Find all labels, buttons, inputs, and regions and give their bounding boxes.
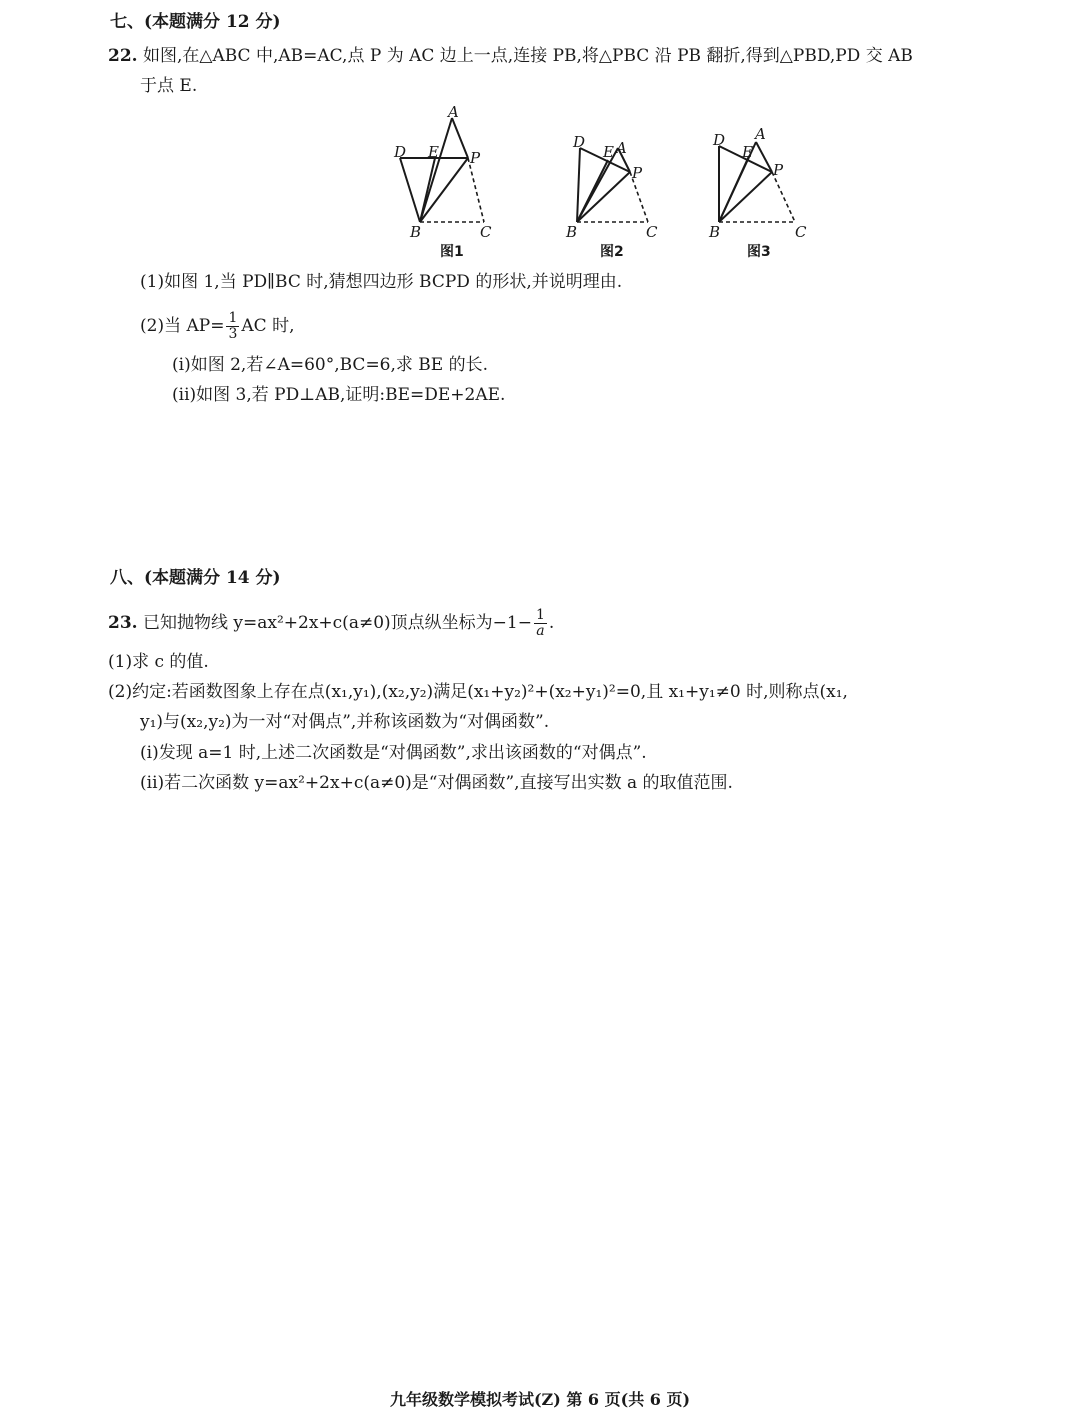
- figure-2-label-e: E: [603, 143, 614, 161]
- figure-3-label-p: P: [773, 161, 784, 179]
- figure-3-label-e: E: [742, 143, 753, 161]
- fraction-denominator: 3: [228, 326, 238, 342]
- question-22-stem-line1: 如图,在△ABC 中,AB=AC,点 P 为 AC 边上一点,连接 PB,将△PBC 沿 PB 翻折,得到△PBD,PD 交 AB: [142, 46, 913, 66]
- figure-3-label-c: C: [795, 223, 807, 241]
- figure-2-label-p: P: [632, 164, 643, 182]
- question-22-part2: [140, 311, 294, 342]
- question-number: 22.: [108, 46, 138, 66]
- figure-1-caption: 图1: [440, 244, 464, 260]
- figure-3-label-b: B: [709, 223, 721, 241]
- question-23-part1: (1)求 c 的值.: [108, 652, 209, 672]
- question-22-part2-prefix: (2)当 AP=: [140, 316, 225, 336]
- question-23-part2-i: (i)发现 a=1 时,上述二次函数是“对偶函数”,求出该函数的“对偶点”.: [140, 743, 647, 763]
- question-22-part2-ii: (ii)如图 3,若 PD⊥AB,证明:BE=DE+2AE.: [172, 385, 506, 405]
- fraction-numerator: 1: [535, 607, 545, 623]
- figure-2-label-c: C: [646, 223, 658, 241]
- section-heading-7: 七、(本题满分 12 分): [110, 12, 281, 32]
- question-23-part2-ii: (ii)若二次函数 y=ax²+2x+c(a≠0)是“对偶函数”,直接写出实数 a 的取值范围.: [140, 773, 733, 793]
- question-22-part1: (1)如图 1,当 PD∥BC 时,猜想四边形 BCPD 的形状,并说明理由.: [140, 272, 623, 292]
- question-23-part2-line2: y₁)与(x₂,y₂)为一对“对偶点”,并称该函数为“对偶函数”.: [140, 712, 550, 732]
- question-23-stem: [108, 608, 554, 639]
- figure-1-label-c: C: [480, 223, 492, 241]
- figure-2-diagram: [560, 100, 700, 270]
- figure-1-label-d: D: [394, 143, 407, 161]
- figure-3-label-d: D: [713, 131, 726, 149]
- question-22-part2-suffix: AC 时,: [241, 316, 295, 336]
- figure-1: [380, 100, 520, 270]
- figure-3-diagram: [705, 100, 845, 270]
- fraction-one-over-a: [534, 608, 547, 639]
- figure-3: [705, 100, 845, 270]
- fraction-denominator: a: [536, 623, 545, 639]
- question-23-part2-line1: (2)约定:若函数图象上存在点(x₁,y₁),(x₂,y₂)满足(x₁+y₂)²+(x₂+y₁)²=0,且 x₁+y₁≠0 时,则称点(x₁,: [108, 682, 848, 702]
- question-22-part2-i: (i)如图 2,若∠A=60°,BC=6,求 BE 的长.: [172, 355, 489, 375]
- figure-3-label-a: A: [755, 125, 766, 143]
- page-footer: 九年级数学模拟考试(Z) 第 6 页(共 6 页): [389, 1390, 691, 1409]
- question-23-stem-suffix: .: [548, 613, 555, 633]
- figure-2-caption: 图2: [600, 244, 624, 260]
- question-number: 23.: [108, 613, 138, 633]
- fraction-one-third: [226, 311, 239, 342]
- figure-3-caption: 图3: [747, 244, 771, 260]
- question-22-stem: [108, 44, 913, 68]
- figure-2-label-b: B: [566, 223, 578, 241]
- question-22-stem-line2: 于点 E.: [140, 76, 198, 96]
- fraction-numerator: 1: [228, 310, 238, 326]
- figure-group: [380, 100, 830, 270]
- figure-1-label-a: A: [448, 103, 459, 121]
- question-23-stem-prefix: 已知抛物线 y=ax²+2x+c(a≠0)顶点纵坐标为−1−: [142, 613, 532, 633]
- figure-2-label-a: A: [616, 139, 627, 157]
- figure-1-label-b: B: [410, 223, 422, 241]
- figure-2-label-d: D: [573, 133, 586, 151]
- figure-1-label-e: E: [428, 143, 439, 161]
- figure-1-label-p: P: [470, 149, 481, 167]
- figure-2: [560, 100, 700, 270]
- section-heading-8: 八、(本题满分 14 分): [110, 568, 281, 588]
